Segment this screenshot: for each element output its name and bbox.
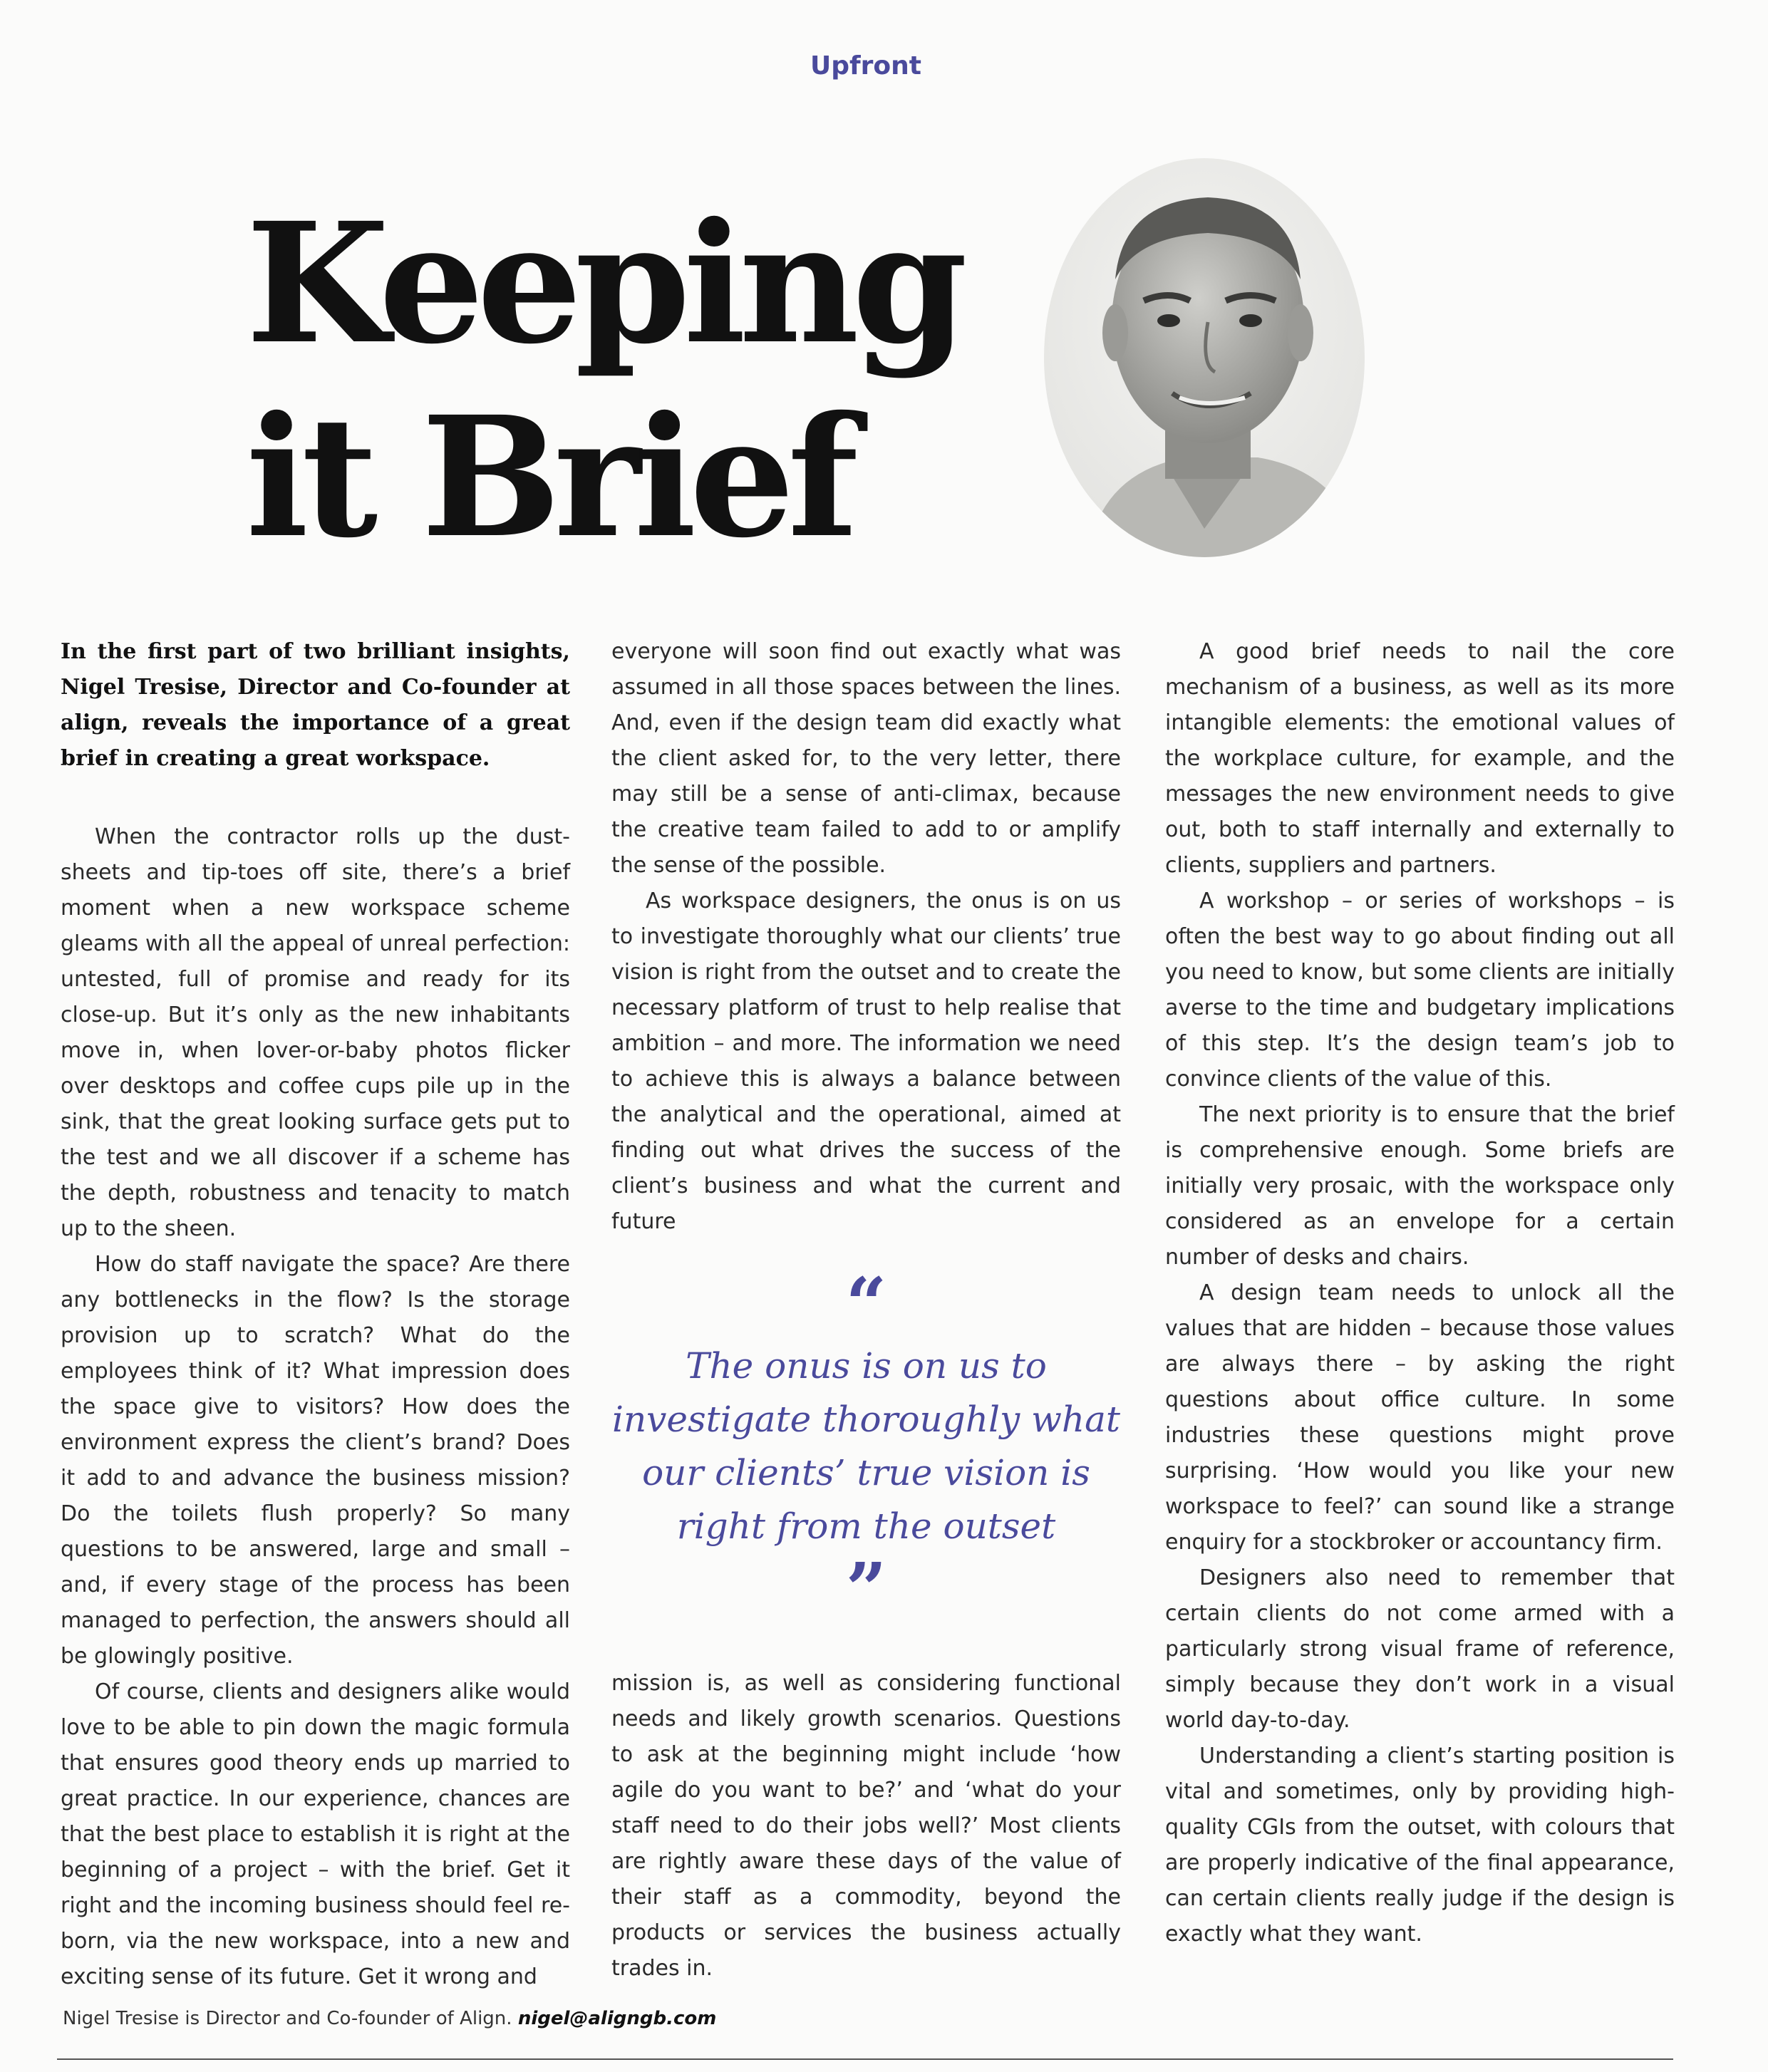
column-3 <box>1165 634 1675 1952</box>
footer-rule <box>57 2058 1673 2060</box>
paragraph: As workspace designers, the onus is on us to investigate thoroughly what our clients’ true vision is right from the outset and to create the necessary platform of trust to help realise that ambition – and more. The information we need to achieve this is always a balance between the analytical and the operational, aimed at finding out what drives the success of the client’s business and what the current and future <box>611 889 1121 1234</box>
paragraph: Of course, clients and designers alike would love to be able to pin down the magic formula that ensures good theory ends up married to great practice. In our experience, chances are that the best place to establish it is right at the beginning of a project – with the brief. Get it right and the incoming business should feel re-born, via the new workspace, into a new and exciting sense of its future. Get it wrong and <box>61 1679 570 1989</box>
paragraph: mission is, as well as considering functional needs and likely growth scenarios. Questions to ask at the beginning might include ‘how agile do you want to be?’ and ‘what do your staff need to do their jobs well?’ Most clients are rightly aware these days of the value of their staff as a commodity, beyond the products or services the business actually trades in. <box>611 1671 1121 1981</box>
close-quote-mark: ” <box>845 1547 887 1631</box>
open-quote-mark: “ <box>845 1262 887 1346</box>
paragraph: How do staff navigate the space? Are there any bottlenecks in the flow? Is the storage provision up to scratch? What do the employees think of it? What impression does the space give to visitors? How does the environment express the client’s brand? Does it add to and advance the business mission? Do the toilets flush properly? So many questions to be answered, large and small – and, if every stage of the process has been managed to perfection, the answers should all be glowingly positive. <box>61 1252 570 1669</box>
paragraph: Understanding a client’s starting position is vital and sometimes, only by providing high-quality CGIs from the outset, with colours that are properly indicative of the final appearance, can certain clients really judge if the design is exactly what they want. <box>1165 1744 1675 1947</box>
author-portrait <box>1044 158 1365 557</box>
column-2-top <box>611 634 1121 1240</box>
paragraph: A good brief needs to nail the core mechanism of a business, as well as its more intangible elements: the emotional values of the workplace culture, for example, and the messages the new environment needs to give out, both to staff internally and externally to clients, suppliers and partners. <box>1165 639 1675 878</box>
section-label: Upfront <box>810 51 921 81</box>
pull-quote-text: The onus is on us to investigate thoroughly what our clients’ true vision is right from the outset <box>611 1345 1120 1547</box>
paragraph: A design team needs to unlock all the values that are hidden – because those values are always there – by asking the right questions about office culture. In some industries these questions might prove surprising. ‘How would you like your new workspace to feel?’ can sound like a strange enquiry for a stockbroker or accountancy firm. <box>1165 1280 1675 1555</box>
portrait-image <box>1044 158 1365 557</box>
intro-standfirst: In the first part of two brilliant insights, Nigel Tresise, Director and Co-founder at align, reveals the importance of a great brief in creating a great workspace. <box>61 639 570 771</box>
column-1 <box>61 634 570 1995</box>
column-2-bottom <box>611 1666 1121 1986</box>
pull-quote <box>611 1262 1121 1631</box>
headline <box>246 187 961 574</box>
paragraph: everyone will soon find out exactly what was assumed in all those spaces between the lines. And, even if the design team did exactly what the client asked for, to the very letter, there may still be a sense of anti-climax, because the creative team failed to add to or amplify the sense of the possible. <box>611 639 1121 878</box>
paragraph: Designers also need to remember that certain clients do not come armed with a particularly strong visual frame of reference, simply because they don’t work in a visual world day-to-day. <box>1165 1565 1675 1733</box>
paragraph: The next priority is to ensure that the brief is comprehensive enough. Some briefs are initially very prosaic, with the workspace only considered as an envelope for a certain number of desks and chairs. <box>1165 1102 1675 1270</box>
headline-line-2: it Brief <box>246 380 852 574</box>
paragraph: A workshop – or series of workshops – is often the best way to go about finding out all you need to know, but some clients are initially averse to the time and budgetary implications of this step. It’s the design team’s job to convince clients of the value of this. <box>1165 889 1675 1092</box>
headline-line-1: Keeping <box>246 186 961 380</box>
author-bio: Nigel Tresise is Director and Co-founder of Align. <box>63 2008 512 2029</box>
author-email[interactable]: nigel@aligngb.com <box>517 2008 717 2029</box>
paragraph: When the contractor rolls up the dust-sheets and tip-toes off site, there’s a brief moment when a new workspace scheme gleams with all the appeal of unreal perfection: untested, full of promise and ready for its close-up. But it’s only as the new inhabitants move in, when lover-or-baby photos flicker over desktops and coffee cups pile up in the sink, that the great looking surface gets put to the test and we all discover if a scheme has the depth, robustness and tenacity to match up to the sheen. <box>61 824 570 1241</box>
author-footer <box>63 2008 716 2029</box>
